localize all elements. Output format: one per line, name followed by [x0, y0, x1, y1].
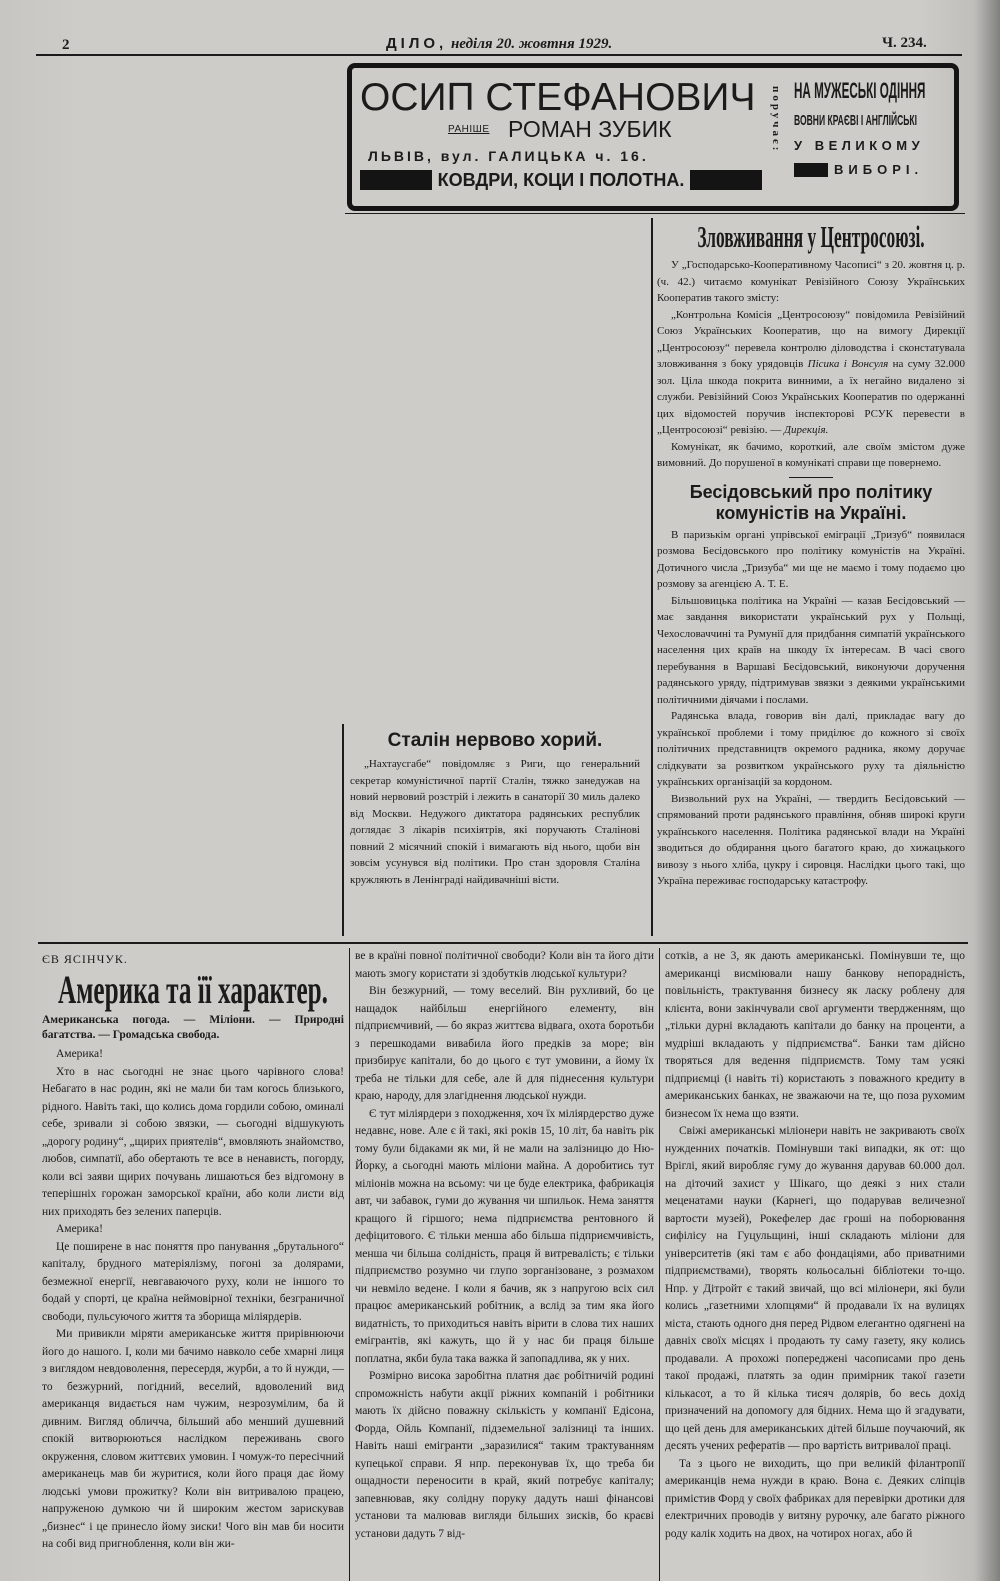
stalin-article: [350, 729, 640, 939]
page-number: 2: [62, 37, 70, 53]
paragraph: Він безжурний, — тому веселий. Він рухливий, бо це нащадок найбільш енергійного елементу, він підприємчивий, — бо якраз життєва відвага, охота боротьби з перешкодами вивабила його предків за море; він призбирує капітали, бо до цього є тут умовини, а йому їх треба не тільки для себе, але й для піднесення культури краю, народу, для злагіднення людської нужди.: [355, 985, 654, 1102]
advertisement-box: [347, 63, 959, 211]
ad-bottom-rule: [345, 213, 965, 214]
america-column-1: [42, 948, 344, 1581]
masthead-date: неділя 20. жовтня 1929.: [447, 36, 613, 52]
paragraph: Це поширене в нас поняття про панування „брутального“ капіталу, брудного матеріялізму, погоні за долярами, безмежної енергії, невгаваючого руху, коли не іншого то бодай у спорті, це країна неймовірної техніки, безграничної свободи, пульсуючого життя та зборища міліярдерів.: [42, 1240, 344, 1323]
ad-black-bar-left: [360, 170, 432, 190]
section-rule: [38, 942, 968, 944]
paragraph: У „Господарсько-Кооперативному Часописі“ з 20. жовтня ц. р. (ч. 42.) читаємо комунікат Ревізійного Союзу Українських Кооператив такого змісту:: [657, 259, 965, 304]
ad-goods-bar: [360, 168, 762, 192]
article-subtitle: Американська погода. — Міліони. — Природні багатства. — Громадська свобода.: [42, 1014, 344, 1041]
article-author: ЄВ ЯСІНЧУК.: [42, 952, 128, 966]
paragraph: Америка!: [56, 1048, 103, 1060]
article-separator: [789, 477, 833, 478]
ad-recommends-vertical: поручає:: [770, 86, 782, 154]
ad-offer-line-1: НА МУЖЕСЬКІ ОДІННЯ: [794, 78, 926, 103]
paragraph: Хто в нас сьогодні не знає цього чарівного слова! Небагато в нас родин, які не мали би там когось близького, рідного. Навіть такі, що колись дома гордили собою, оминалі себе, зривали зі собою звязки, — сьогодні відшукують „дорогу родину“, „щирих приятелів“, вмовляють знайомство, любов, симпатії, або обертають те все в ненависть, погорду, коли всі заяви щирих почувань лишаються без відгомону в теперішніх горожан заморської країни, або коли листи від них приходять без зелених паперців.: [42, 1065, 344, 1218]
ad-black-bar-right: [690, 170, 762, 190]
paragraph: Радянська влада, говорив він далі, прикладає вагу до української проблеми і тому приділює до кожного зі своїх політичних представництв окремого радника, якому доручає слідкувати за розвитком українського руху та діяльністю українських організацій за кордоном.: [657, 710, 965, 788]
headline-america-wrap: [42, 967, 344, 1013]
ad-offer-line-4-text: ВИБОРІ.: [834, 162, 924, 177]
paragraph: Більшовицька політика на Україні — казав Бесідовський — має завдання використати український рух у Польщі, Чехословаччині та Румунії для придбання симпатій українського населення цих країв на шкоду їх інтересам. В часі свого перебування в Варшаві Бесідовський, виконуючи доручення радянського уряду, підтримував звязки з деякими українськими політичними діячами і послами.: [657, 594, 965, 706]
ad-merchant-name: ОСИП СТЕФАНОВИЧ: [360, 76, 756, 119]
paragraph: Свіжі американські міліонери навіть не закривають своїх нужденних початків. Помінувши такі випадки, як от: що Вріглі, який виробляє гуму до жування дарував 60.000 дол. на діточий захист у Шікаго, що деякі з них стали меценатами науки (Карнегі, що подарував величезної вартости музей), Рокефелер дає гроші на поборювання сифілісу на Гуцульщині, інші складають міліони для університетів (які там є або фондаціями, або приватними підприємствами), творять кольосальні бібліотеки то-що. Нпр. у Дітройт є такий звичай, що всі міліонери, які були колись „газетними хлопцями“ й продавали їх на вулицях міста, стають одного дня перед Рідвом елегантно одягнені на давніх своїх місцях і продають ту саму газету, яку колись продавали. А прохожі попереджені часописами про день такої продажі, платять за один примірник такої газети кількасот, а то й кілька тисяч долярів, бо весь дохід призначений на допомогу для бідних. Нема що й згадувати, що цей день для американських дітей більше поучаючий, як десять учених рефератів — про вартість витривалої праці.: [665, 1125, 965, 1452]
america-column-3: [665, 948, 965, 1581]
quote-text-1: „Контрольна Комісія „Центросоюзу“ повідомила Ревізійний Союз Українських Кооператив, що на вимогу Дирекції „Центросоюзу“ перевела контролю діловодства і сконстатувала зловживання з боку урядовців: [657, 308, 965, 370]
masthead-title: ДІЛО,: [386, 35, 448, 52]
ad-formerly-label: РАНІШЕ: [448, 124, 490, 135]
ad-offer-line-2: ВОВНИ КРАЄВІ І АНГЛІЙСЬКІ: [794, 112, 918, 129]
quote-text-2: на суму 32.000 зол. Ціла шкода покрита винними, а їх негайно видалено зі служби. Ревізійний Союз Українських Кооператив по одержанні цих відомостей поручив інспекторові РСУК перевести в „Центросоюзі“ ревізію. —: [657, 358, 965, 436]
scan-edge-shadow: [974, 0, 1000, 1581]
paragraph: Ми привикли міряти американське життя прирівнюючи його до нашого. І, коли ми бачимо навколо себе хмарні лиця з виглядом невдоволення, пересердя, журби, а то й нужди, — то безжурний, погідний, веселий, вдоволений вид американця видається нам чужим, незрозумілим, ба й дивним. Вигляд обличча, більший або менший душевний спокій витворюються наслідком переживань свого окруження, словом життєвих умовин. І чомуж-то пересічний американець мав би журитися, коли його праця дає йому людські умови прожитку? Коли він витривалою працею, напруженою думкою чи й широким жестом зарискував „бизнес“ і це принесло йому зиски! Чого він мав би носити на собі вид пригноблення, коли він жи-: [42, 1328, 344, 1550]
paragraph: В паризькім органі упрівської еміграції „Тризуб“ появилася розмова Бесідовського про політику комуністів на Україні. Дотичного числа „Тризуба“ ми ще не маємо і тому подаємо цю розмову за агенцією А. Т. Е.: [657, 528, 965, 590]
paragraph: „Нахтаусгабе“ повідомляє з Риги, що генеральний секретар комуністичної партії Сталін, тяжко занедужав на новий нервовий розстрій і лежить в санаторії 30 миль далеко від Москви. Недужого диктатора радянських республик доглядає 3 лікарів психіятрів, які поручають Сталінові повний 2 місячний спокій і вимагають від нього, щоби він зовсім усунувся від політики. Про стан здоровля Сталіна кружляють в Ленінграді найдивачніші вісти.: [350, 758, 640, 886]
column-rule-2: [659, 948, 660, 1581]
paragraph: Америка!: [56, 1223, 103, 1235]
paragraph: Визвольний рух на Україні, — твердить Бесідовський — спрямований проти радянського правління, обняв широкі круги українського населення. Політика радянської влади на Україні зводиться до обдирання цього багатого краю, до хижацького вивозу з нього хліба, цукру і сировця. Наслідки цього такі, що Україна переживає господарську катастрофу.: [657, 792, 965, 887]
column-rule-stalin: [342, 724, 344, 936]
paragraph: Розмірно висока заробітна платня дає робітничій родині спроможність набути акції ріжних компаній і робітники мають їх дійсно поважну скількість у компанії Едісона, Форда, Ойль Компанії, підземельної залізниці та інших. Навіть наші емігранти „заразилися“ таким трактуванням купецької справи. Я нпр. переконував їх, що треба би ощадности переносити в край, який потребує капіталу; запевнював, яку солідну поруку дадуть наші фінансові установи та малював вигляди більших зисків, бо краєві установи дадуть 7 від-: [355, 1370, 654, 1540]
headline-stalin: Сталін нервово хорий.: [387, 730, 603, 751]
paragraph-quote: [657, 307, 965, 439]
ad-offer-line-3: У ВЕЛИКОМУ: [794, 138, 925, 153]
masthead: [386, 35, 612, 53]
ad-goods-text: КОВДРИ, КОЦИ І ПОЛОТНА.: [437, 169, 685, 190]
paragraph-continued: сотків, а не 3, як дають американські. Помінувши те, що американці висміювали нашу банкову непорадність, повільність, трактування бизнесу як ласку роблену для клієнта, вони закінчували свої аргументи твердженням, що „тільки дурні вкладають капітали до банку на проценти, а мудріші вкладають у підприємства“. Банки там дійсно творяться для ведення підприємств. Тому там усякі підприємці (і навіть ті) користають з поважного кредиту в американських банках, не зважаючи на те, що поза рухомим бизнесом їх нема що взяти.: [665, 950, 965, 1120]
paragraph: Є тут міліярдери з походження, хоч їх міліярдерство дуже недавнє, нове. Але є й такі, які років 15, 10 літ, ба навіть рік тому були бідаками як ми, й не мали на залізницю до Ню-Йорку, а сьогодні мають міліони майна. А доробитись тут міліонів можна на всьому: чи це буде електрика, фабрикація авт, чи забавок, гуми до жування чи шпильок. Нема заняття кращого й гіршого; нема підприємства рентовного й дефіцитового. Є тільки менша або більша підприємчивість, менша чи більша солідність, праця й витревалість; є тільки підприємство розумно чи глупо зорганізоване, з розмахом чи невміло ведене. І коли я бачив, як з напругою всіх сил працює американський робітник, а вслід за тим яка його видатність, то приходиться навіть вірити в слова тих наших емігрантів, які кажуть, що й у нас би праця більше поплатна, якби була така важка й запопадлива, як у них.: [355, 1107, 654, 1365]
quote-signature: Дирекція.: [783, 424, 829, 436]
ad-offer-line-4: [794, 162, 946, 177]
header-rule: [36, 54, 962, 56]
ad-former-name: РОМАН ЗУБИК: [508, 116, 672, 142]
headline-abuse: Зловживання у Центросоюзі.: [697, 219, 925, 254]
headline-abuse-wrap: [657, 219, 965, 257]
column-rule-right: [651, 218, 653, 936]
headline-america: Америка та її характер.: [58, 967, 328, 1012]
issue-number: Ч. 234.: [882, 35, 927, 51]
right-column: [657, 219, 965, 937]
paragraph: Комунікат, як бачимо, короткий, але своїм змістом дуже вимовний. До порушеної в комунікаті справи ще повернемо.: [657, 440, 965, 469]
america-column-2: [355, 948, 654, 1581]
paragraph: Та з цього не виходить, що при великій філантропії американців нема нужди в краю. Вона є. Деяких сліпців примістив Форд у своїх фабриках для перевірки дротики для електричних проводів у витяну рурочку, але багато ріжного роду калік ходить на двох, на чотирох ногах, або й: [665, 1457, 965, 1540]
headline-besidovsky: Бесідовський про політику комуністів на Україні.: [689, 481, 933, 523]
column-rule-1: [349, 948, 350, 1581]
quote-names: Пісика і Вонсуля: [807, 358, 889, 370]
ad-address: ЛЬВІВ, вул. ГАЛИЦЬКА ч. 16.: [368, 148, 649, 164]
advertisement-content: [352, 68, 954, 206]
ad-black-bar-small: [794, 163, 828, 177]
paragraph-continued: ве в країні повної політичної свободи? Коли він та його діти мають змогу користати зі здобутків людської культури?: [355, 950, 654, 980]
